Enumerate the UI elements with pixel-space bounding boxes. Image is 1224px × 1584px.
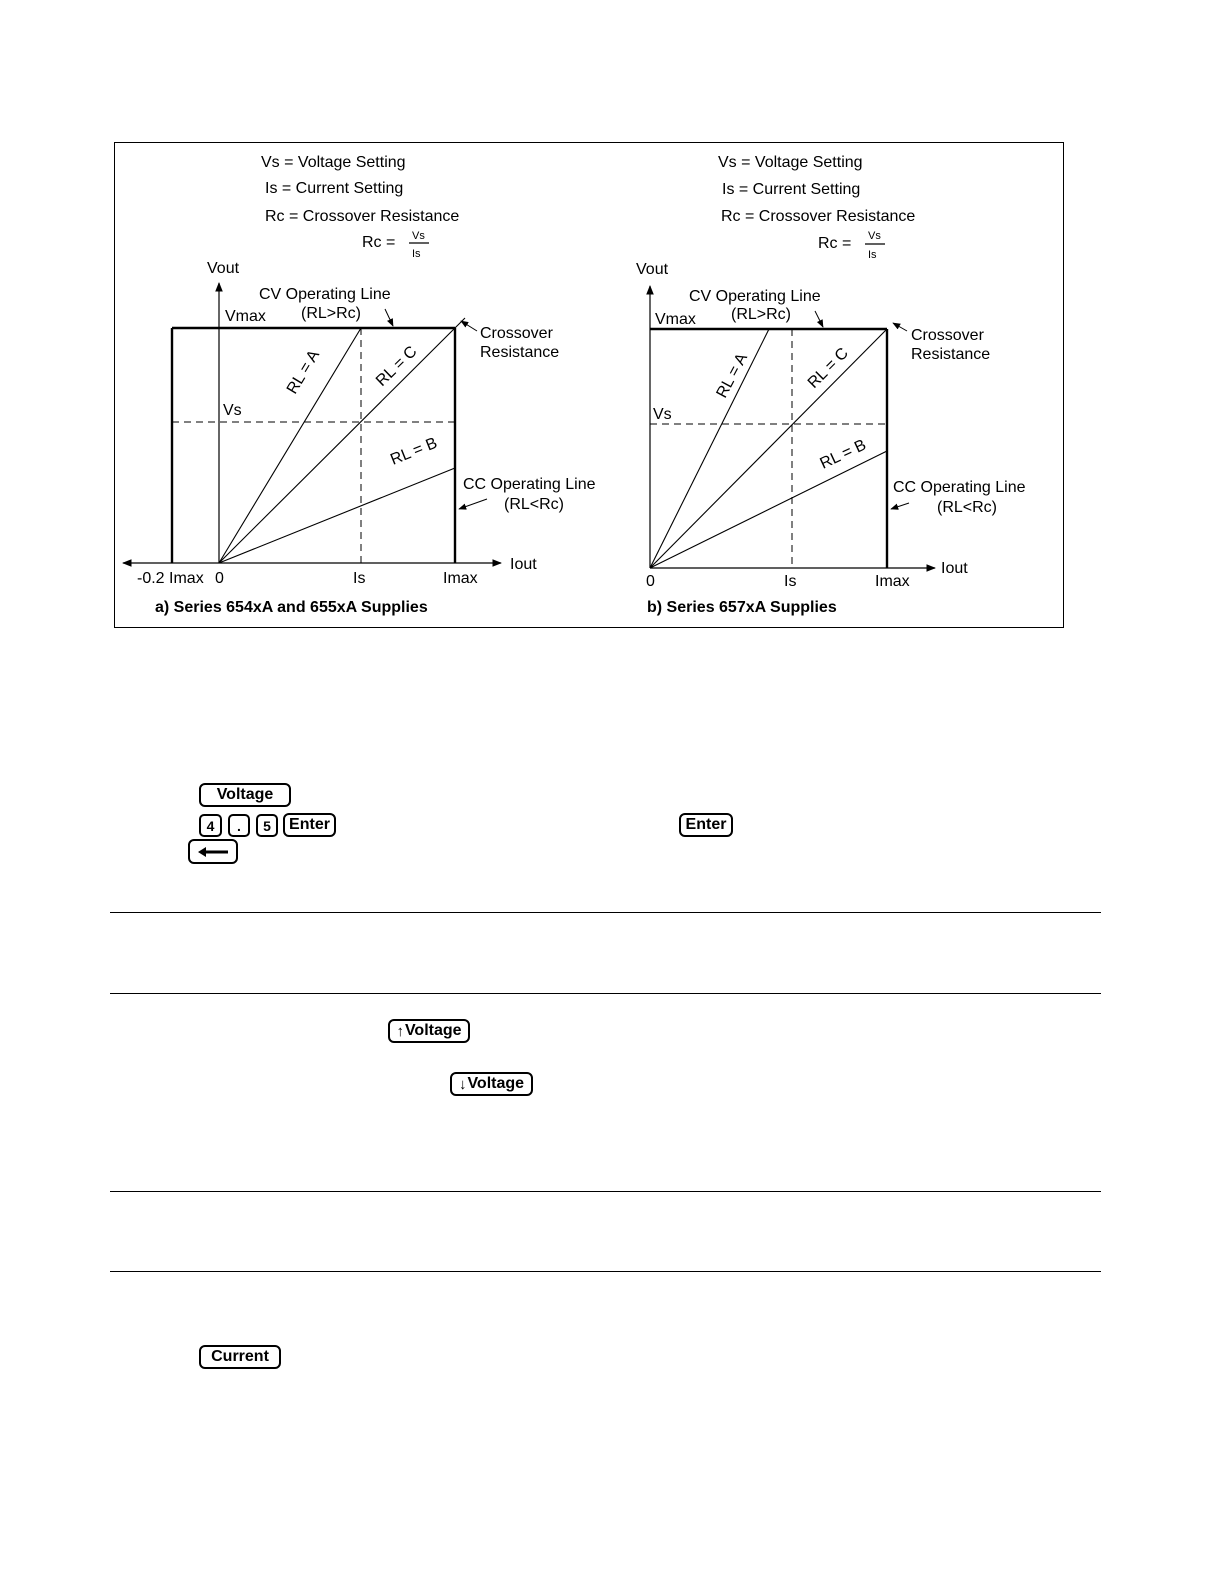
down-arrow-icon: ↓: [458, 1075, 467, 1093]
x-imax-label: Imax: [875, 573, 910, 590]
legend-rc: Rc = Crossover Resistance: [721, 208, 916, 225]
divider: [110, 1191, 1101, 1192]
formula-lhs: Rc =: [362, 234, 396, 251]
decimal-key: .: [228, 814, 250, 837]
rl-a-label: RL = A: [283, 347, 324, 398]
rl-a-label: RL = A: [713, 350, 752, 401]
cv-condition: (RL>Rc): [301, 305, 362, 322]
rl-b-label: RL = B: [388, 434, 440, 469]
rl-c-label: RL = C: [372, 343, 421, 390]
digit-4-key: 4: [199, 814, 222, 837]
cv-condition: (RL>Rc): [731, 306, 792, 323]
formula-numerator: Vs: [868, 230, 881, 242]
legend-vs: Vs = Voltage Setting: [718, 154, 863, 171]
vout-axis-label: Vout: [207, 260, 240, 277]
cc-line-label: CC Operating Line: [463, 476, 596, 493]
formula-denominator: Is: [868, 249, 877, 261]
vout-axis-label: Vout: [636, 261, 669, 278]
enter-key: Enter: [679, 813, 733, 837]
cc-condition: (RL<Rc): [504, 496, 565, 513]
crossover-label-1: Crossover: [911, 327, 984, 344]
crossover-label-2: Resistance: [480, 344, 560, 361]
up-arrow-icon: ↑: [396, 1022, 404, 1040]
formula-denominator: Is: [412, 248, 421, 260]
enter-key: Enter: [283, 813, 336, 837]
cc-line-label: CC Operating Line: [893, 479, 1026, 496]
legend-is: Is = Current Setting: [265, 180, 404, 197]
voltage-down-key: ↓ Voltage: [450, 1072, 533, 1096]
divider: [110, 912, 1101, 913]
left-arrow-icon: [196, 846, 230, 858]
panel-a: [123, 154, 596, 616]
vs-label: Vs: [223, 402, 242, 419]
rl-b-label: RL = B: [817, 436, 869, 473]
x-imax-label: Imax: [443, 570, 478, 587]
figure-frame: [114, 142, 1064, 628]
x-is-label: Is: [353, 570, 366, 587]
divider: [110, 1271, 1101, 1272]
digit-5-key: 5: [256, 814, 278, 837]
legend-is: Is = Current Setting: [722, 181, 861, 198]
voltage-key: Voltage: [199, 783, 291, 807]
crossover-label-2: Resistance: [911, 346, 991, 363]
panel-b: [636, 154, 1026, 616]
x-is-label: Is: [784, 573, 797, 590]
caption-b: b) Series 657xA Supplies: [647, 599, 837, 616]
cc-condition: (RL<Rc): [937, 499, 998, 516]
backspace-key: [188, 839, 238, 864]
rl-c-label: RL = C: [804, 344, 852, 392]
cv-line-label: CV Operating Line: [259, 286, 391, 303]
x-zero-label: 0: [215, 570, 224, 587]
crossover-label-1: Crossover: [480, 325, 553, 342]
legend-rc: Rc = Crossover Resistance: [265, 208, 460, 225]
vs-label: Vs: [653, 406, 672, 423]
legend-vs: Vs = Voltage Setting: [261, 154, 406, 171]
current-key: Current: [199, 1345, 281, 1369]
caption-a: a) Series 654xA and 655xA Supplies: [155, 599, 428, 616]
vmax-label: Vmax: [225, 308, 266, 325]
divider: [110, 993, 1101, 994]
voltage-up-key: ↑ Voltage: [388, 1019, 470, 1043]
iout-axis-label: Iout: [510, 556, 537, 573]
cv-line-label: CV Operating Line: [689, 288, 821, 305]
operating-locus-figure: [115, 143, 1063, 627]
iout-axis-label: Iout: [941, 560, 968, 577]
x-zero-label: 0: [646, 573, 655, 590]
formula-numerator: Vs: [412, 230, 425, 242]
formula-lhs: Rc =: [818, 235, 852, 252]
x-neg-label: -0.2 Imax: [137, 570, 204, 587]
vmax-label: Vmax: [655, 311, 696, 328]
